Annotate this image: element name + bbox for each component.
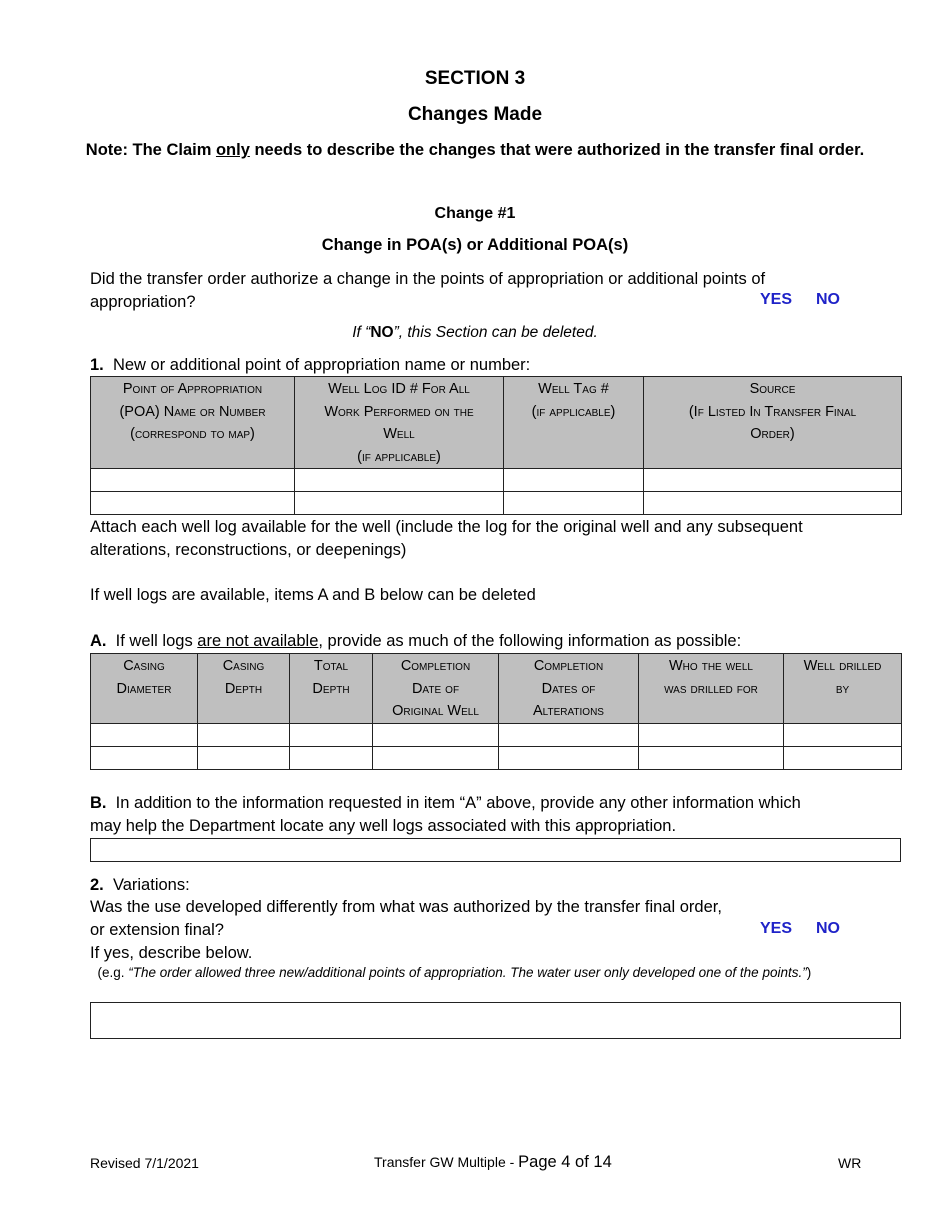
table-cell[interactable] xyxy=(784,746,902,769)
table-cell[interactable] xyxy=(91,492,295,515)
attach-instruction: Attach each well log available for the well (include the log for the original well and any subsequent alterations, reconstructions, or deepenings) xyxy=(90,518,803,559)
itemB-input-box[interactable] xyxy=(90,838,901,862)
table-cell[interactable] xyxy=(644,492,902,515)
header-completion-alterations: Completion Dates of Alterations xyxy=(499,654,639,724)
change-yes-option[interactable]: YES xyxy=(760,291,793,308)
poa-header-well-tag: Well Tag # (if applicable) xyxy=(504,377,644,469)
well-info-table xyxy=(90,653,902,770)
header-drilled-by: Well drilled by xyxy=(784,654,902,724)
header-casing-depth: Casing Depth xyxy=(198,654,290,724)
variations-no-option[interactable]: NO xyxy=(816,920,840,937)
change-no-option[interactable]: NO xyxy=(816,291,840,308)
poa-table xyxy=(90,376,902,515)
header-total-depth: Total Depth xyxy=(290,654,373,724)
variations-input-box[interactable] xyxy=(90,1002,901,1039)
table-cell[interactable] xyxy=(198,723,290,746)
item2-question: Was the use developed differently from what was authorized by the transfer final order, or extension final? If yes, describe below. xyxy=(90,898,722,962)
section-subtitle: Changes Made xyxy=(407,104,543,125)
table-cell[interactable] xyxy=(644,469,902,492)
change-question: Did the transfer order authorize a change in the points of appropriation or additional points of appropriation? xyxy=(90,270,766,311)
poa-header-name: Point of Appropriation (POA) Name or Number (correspond to map) xyxy=(91,377,295,469)
variations-yes-option[interactable]: YES xyxy=(760,920,793,937)
table-cell[interactable] xyxy=(290,723,373,746)
poa-table-header xyxy=(91,377,902,469)
table-cell[interactable] xyxy=(639,746,784,769)
table-row xyxy=(91,492,902,515)
table-cell[interactable] xyxy=(91,469,295,492)
footer-revised: Revised 7/1/2021 xyxy=(90,1155,199,1171)
section-title: SECTION 3 xyxy=(424,68,526,89)
table-cell[interactable] xyxy=(290,746,373,769)
table-cell[interactable] xyxy=(784,723,902,746)
footer-code: WR xyxy=(838,1155,862,1171)
footer-page-info: Transfer GW Multiple - Page 4 of 14 xyxy=(374,1153,612,1171)
table-cell[interactable] xyxy=(373,723,499,746)
note-underlined-word: only xyxy=(215,141,250,159)
table-cell[interactable] xyxy=(198,746,290,769)
page-number: Page 4 of 14 xyxy=(518,1153,612,1171)
poa-header-well-log: Well Log ID # For All Work Performed on the Well (if applicable) xyxy=(295,377,504,469)
table-row xyxy=(91,469,902,492)
table-row xyxy=(91,723,902,746)
change-subtitle: Change in POA(s) or Additional POA(s) xyxy=(321,236,629,254)
table-cell[interactable] xyxy=(504,492,644,515)
logs-deletable-note: If well logs are available, items A and B below can be deleted xyxy=(90,586,536,604)
item1-label: 1. New or additional point of appropriation name or number: xyxy=(90,356,531,374)
item2-label: 2. Variations: xyxy=(90,876,190,894)
itemB-text: B. In addition to the information requested in item “A” above, provide any other information which may help the Department locate any well logs associated with this appropriation. xyxy=(90,794,801,835)
well-info-table-header xyxy=(91,654,902,724)
variations-example: (e.g. “The order allowed three new/additional points of appropriation. The water user only developed one of the points.”) xyxy=(97,965,812,980)
poa-header-source: Source (If Listed In Transfer Final Order) xyxy=(644,377,902,469)
table-cell[interactable] xyxy=(373,746,499,769)
table-cell[interactable] xyxy=(295,469,504,492)
if-no-instruction: If “NO”, this Section can be deleted. xyxy=(352,324,598,341)
itemA-label: A. If well logs are not available, provide as much of the following information as possible: xyxy=(90,632,742,650)
header-casing-diameter: Casing Diameter xyxy=(91,654,198,724)
header-drilled-for: Who the well was drilled for xyxy=(639,654,784,724)
table-cell[interactable] xyxy=(91,723,198,746)
header-completion-original: Completion Date of Original Well xyxy=(373,654,499,724)
table-cell[interactable] xyxy=(91,746,198,769)
table-cell[interactable] xyxy=(499,746,639,769)
table-cell[interactable] xyxy=(504,469,644,492)
table-row xyxy=(91,746,902,769)
change-title: Change #1 xyxy=(434,205,516,222)
section-note: Note: The Claim only needs to describe the changes that were authorized in the transfer final order. xyxy=(85,141,865,159)
table-cell[interactable] xyxy=(499,723,639,746)
table-cell[interactable] xyxy=(295,492,504,515)
table-cell[interactable] xyxy=(639,723,784,746)
